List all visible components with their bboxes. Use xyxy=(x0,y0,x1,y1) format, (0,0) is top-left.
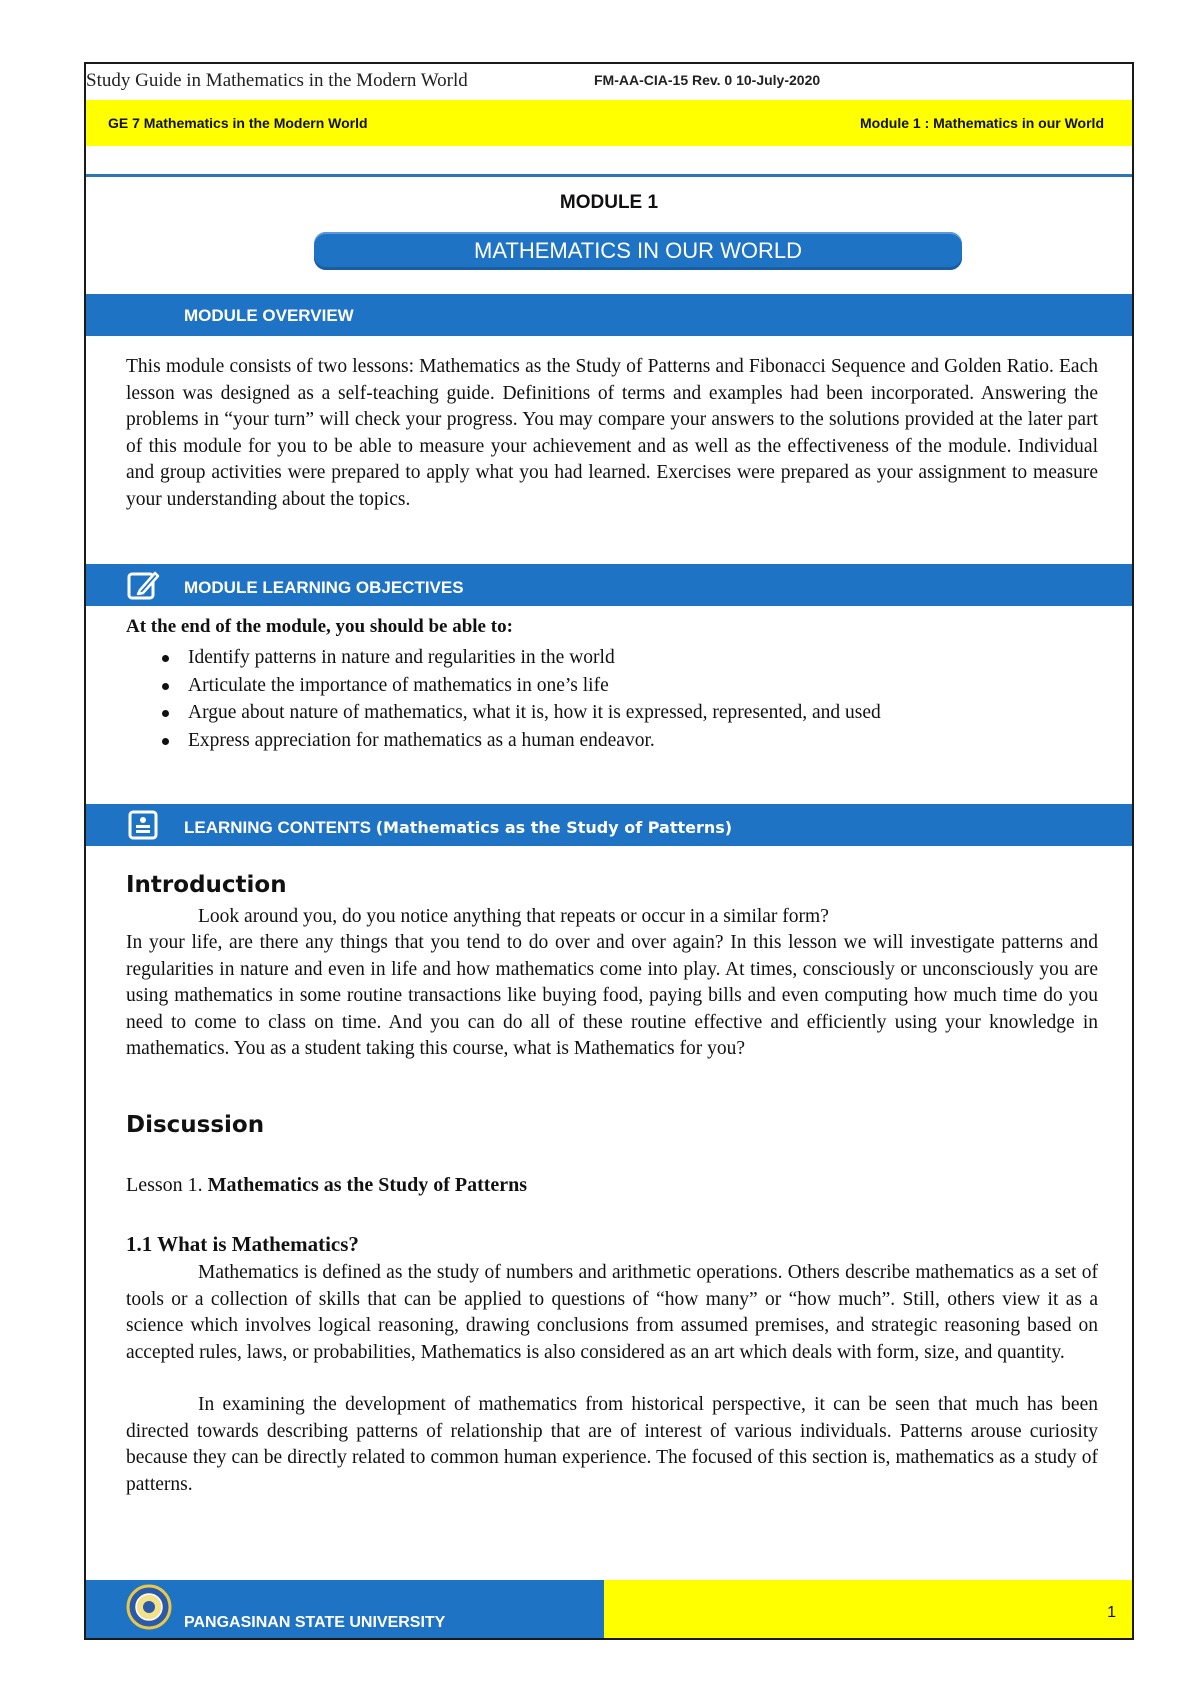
overview-band xyxy=(86,294,1132,336)
contents-heading: LEARNING CONTENTS xyxy=(184,818,371,837)
page-number: 1 xyxy=(1107,1604,1116,1621)
introduction-heading: Introduction xyxy=(126,872,287,898)
objective-item: Express appreciation for mathematics as a human endeavor. xyxy=(188,727,881,755)
module-number: MODULE 1 xyxy=(559,192,659,213)
contents-heading-wrap xyxy=(184,818,732,838)
edit-icon xyxy=(126,568,160,602)
module-reference: Module 1 : Mathematics in our World xyxy=(860,115,1104,131)
footer-blue-bar xyxy=(86,1580,606,1638)
paragraph-2: In examining the development of mathematics from historical perspective, it can be seen that much has been directed towards describing patterns of relationship that are of interest of various individuals. Patterns arouse curiosity because they can be directly related to common human experience. The focused of this section is, mathematics as a study of patterns. xyxy=(126,1394,1098,1495)
overview-heading: MODULE OVERVIEW xyxy=(184,306,354,325)
introduction-body: In your life, are there any things that you tend to do over and over again? In this lesson we will investigate patterns and regularities in nature and even in life and how mathematics come into play. At times, consciously or unconsciously you are using mathematics in some routine transactions like buying food, paying bills and even computing how much time do you need to come to class on time. And you can do all of these routine effective and efficiently using your knowledge in mathematics. You as a student taking this course, what is Mathematics for you? xyxy=(126,932,1098,1059)
discussion-heading: Discussion xyxy=(126,1112,265,1138)
running-header xyxy=(86,64,1132,100)
objectives-list xyxy=(148,644,881,754)
university-seal-icon xyxy=(126,1584,172,1630)
guide-title: Study Guide in Mathematics in the Modern World xyxy=(86,70,468,91)
lesson-name: Mathematics as the Study of Patterns xyxy=(207,1174,528,1196)
introduction-first-line: Look around you, do you notice anything that repeats or occur in a similar form? xyxy=(198,906,829,927)
contents-band xyxy=(86,804,1132,846)
course-bar xyxy=(86,100,1132,146)
objective-item: Articulate the importance of mathematics in one’s life xyxy=(188,672,881,700)
university-name: PANGASINAN STATE UNIVERSITY xyxy=(184,1614,446,1631)
section-heading: 1.1 What is Mathematics? xyxy=(126,1232,359,1256)
divider xyxy=(86,174,1132,177)
form-code: FM-AA-CIA-15 Rev. 0 10-July-2020 xyxy=(594,72,821,88)
lesson-title xyxy=(126,1174,527,1197)
contents-subheading: (Mathematics as the Study of Patterns) xyxy=(375,818,733,837)
paragraph-1: Mathematics is defined as the study of numbers and arithmetic operations. Others describe mathematics as a set of tools or a collection of skills that can be applied to questions of “how many” or “how much”. Still, others view it as a science which involves logical reasoning, drawing conclusions from assumed premises, and strategic reasoning based on accepted rules, laws, or probabilities, Mathematics is also considered as an art which deals with form, size, and quantity. xyxy=(126,1262,1098,1363)
objectives-band xyxy=(86,564,1132,606)
objectives-lead: At the end of the module, you should be able to: xyxy=(126,616,513,637)
clipboard-icon xyxy=(126,808,160,842)
footer-yellow-bar xyxy=(604,1580,1132,1638)
course-name: GE 7 Mathematics in the Modern World xyxy=(108,115,368,131)
lesson-prefix: Lesson 1. xyxy=(126,1174,203,1196)
objective-item: Argue about nature of mathematics, what it is, how it is expressed, represented, and used xyxy=(188,699,881,727)
objective-item: Identify patterns in nature and regularities in the world xyxy=(188,644,881,672)
module-title: MATHEMATICS IN OUR WORLD xyxy=(314,232,962,270)
overview-text: This module consists of two lessons: Mathematics as the Study of Patterns and Fibonacci Sequence and Golden Ratio. Each lesson was designed as a self-teaching guide. Definitions of terms and examples had been incorporated. Answering the problems in “your turn” will check your progress. You may compare your answers to the solutions provided at the later part of this module for you to be able to measure your achievement and as well as the effectiveness of the module. Individual and group activities were prepared to apply what you had learned. Exercises were prepared as your assignment to measure your understanding about the topics. xyxy=(126,356,1098,510)
objectives-heading: MODULE LEARNING OBJECTIVES xyxy=(184,578,464,597)
page-frame xyxy=(84,62,1134,1640)
